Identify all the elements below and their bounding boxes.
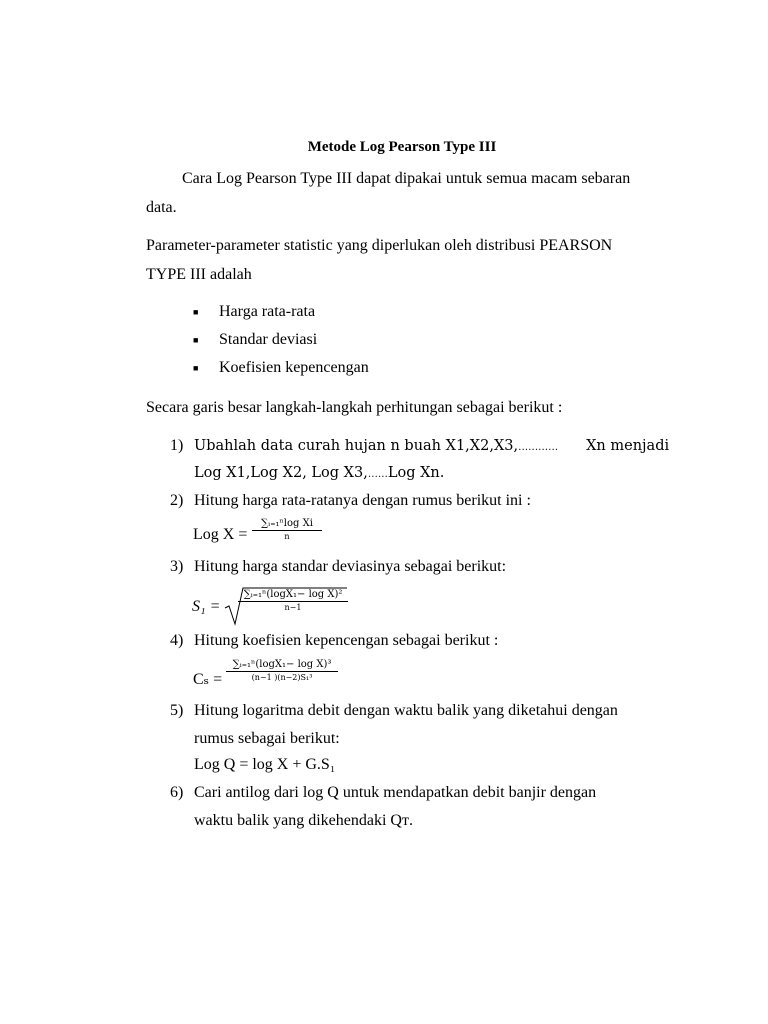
bullet-item-3: Koefisien kepencengan (219, 359, 369, 376)
step-2-formula-lhs: Log X = (193, 526, 248, 543)
step-6-line-1: Cari antilog dari log Q untuk mendapatkan debit banjir dengan (194, 784, 597, 801)
step-3-number: 3) (170, 558, 184, 575)
step-4-formula-lhs: Cₛ = (193, 671, 223, 688)
step-5-line-1: Hitung logaritma debit dengan waktu balik yang diketahui dengan (194, 702, 618, 719)
intro-line-2: data. (146, 199, 177, 216)
fraction-bar (252, 530, 322, 531)
step-2-fraction (252, 518, 322, 541)
step-1-line-2-dots: …… (367, 469, 388, 480)
step-2-text: Hitung harga rata-ratanya dengan rumus berikut ini : (194, 492, 531, 509)
step-6-number: 6) (170, 784, 184, 801)
step-3-fraction (238, 589, 348, 612)
step-4-numerator: ∑ᵢ₌₁ⁿ(logX₁− log X)³ (232, 659, 332, 670)
step-2-number: 2) (170, 492, 184, 509)
bullet-icon: ■ (193, 363, 199, 373)
step-2-numerator: ∑ᵢ₌₁ⁿlog Xi (261, 518, 313, 529)
step-4-fraction (226, 659, 338, 682)
fraction-bar (226, 671, 338, 672)
step-1-line-2-text-b: Log Xn. (387, 465, 445, 481)
params-line-2: TYPE III adalah (146, 266, 252, 283)
steps-intro: Secara garis besar langkah-langkah perhitungan sebagai berikut : (146, 399, 563, 416)
bullet-icon: ■ (193, 307, 199, 317)
page-title: Metode Log Pearson Type III (307, 139, 497, 155)
step-4-text: Hitung koefisien kepencengan sebagai berikut : (194, 632, 499, 649)
step-3-numerator: ∑ᵢ₌₁ⁿ(logX₁− log X)² (243, 589, 343, 600)
step-5-formula: Log Q = log X + G.S₁ (194, 756, 336, 773)
bullet-item-2: Standar deviasi (219, 331, 318, 348)
step-1-text-a: Ubahlah data curah hujan n buah X1,X2,X3, (194, 438, 519, 454)
step-3-denominator: n−1 (284, 603, 302, 612)
params-line-1: Parameter-parameter statistic yang diperlukan oleh distribusi PEARSON (146, 237, 613, 254)
step-1-line-2-text-a: Log X1,Log X2, Log X3, (194, 465, 368, 481)
step-5-line-2: rumus sebagai berikut: (194, 730, 340, 747)
step-1-line-1 (194, 438, 669, 454)
step-1-number: 1) (170, 437, 184, 454)
intro-line-1: Cara Log Pearson Type III dapat dipakai untuk semua macam sebaran (182, 170, 631, 187)
bullet-icon: ■ (193, 335, 199, 345)
step-1-text-b: Xn menjadi (586, 438, 670, 454)
step-6-line-2: waktu balik yang dikehendaki Qᴛ. (194, 812, 413, 829)
step-1-dots: ………… (518, 442, 559, 453)
step-3-text: Hitung harga standar deviasinya sebagai berikut: (194, 558, 507, 575)
fraction-bar (238, 601, 348, 602)
step-4-denominator: (n−1 )(n−2)S₁³ (251, 673, 313, 682)
step-3-formula-lhs: S₁ = (192, 598, 221, 615)
step-2-denominator: n (284, 532, 290, 541)
step-5-number: 5) (170, 702, 184, 719)
bullet-item-1: Harga rata-rata (219, 303, 316, 320)
step-1-line-2 (194, 465, 444, 481)
step-4-number: 4) (170, 632, 184, 649)
